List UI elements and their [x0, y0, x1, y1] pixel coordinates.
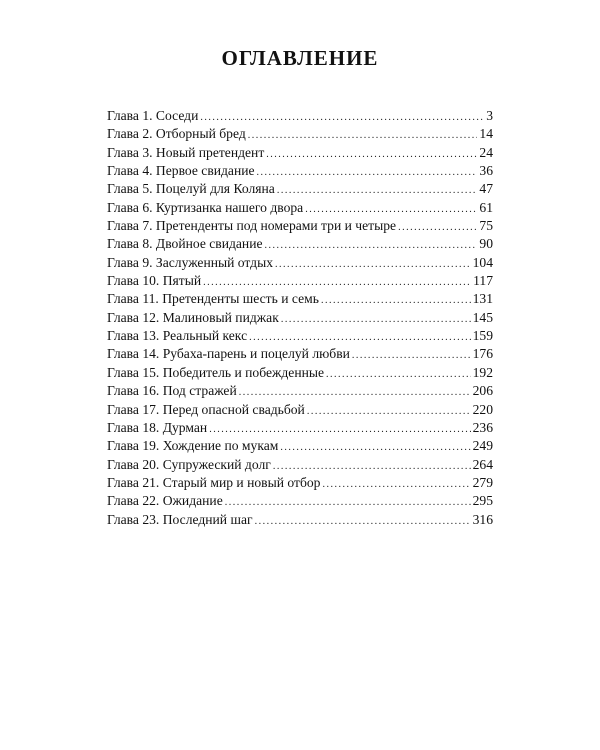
- dot-leader: [257, 164, 478, 182]
- dot-leader: [352, 347, 471, 365]
- toc-entry-title: Глава 8. Двойное свидание: [107, 236, 263, 252]
- toc-entry-title: Глава 15. Победитель и побежденные: [107, 364, 325, 380]
- toc-entry-title: Глава 5. Поцелуй для Коляна: [107, 181, 275, 197]
- toc-entry-title: Глава 4. Первое свидание: [107, 163, 255, 179]
- toc-entry: [107, 107, 493, 125]
- toc-entry-title: Глава 14. Рубаха-парень и поцелуй любви: [107, 346, 350, 362]
- toc-entry-title: Глава 23. Последний шаг: [107, 511, 253, 527]
- toc-entry: [107, 272, 493, 290]
- toc-page-number: 90: [479, 236, 493, 252]
- toc-entry: [107, 199, 493, 217]
- toc-page-number: 47: [479, 181, 493, 197]
- toc-page-number: 117: [473, 273, 493, 289]
- dot-leader: [280, 439, 470, 457]
- toc-page-number: 316: [472, 511, 493, 527]
- toc-entry: [107, 290, 493, 308]
- toc-page-number: 3: [486, 108, 493, 123]
- toc-entry: [107, 235, 493, 253]
- toc-entry: [107, 492, 493, 510]
- dot-leader: [326, 366, 471, 384]
- toc-entry-title: Глава 21. Старый мир и новый отбор: [107, 474, 321, 490]
- dot-leader: [277, 182, 478, 200]
- toc-entry: [107, 401, 493, 419]
- toc-entry-title: Глава 19. Хождение по мукам: [107, 438, 279, 454]
- toc-entry: [107, 474, 493, 492]
- dot-leader: [225, 494, 471, 512]
- toc-entry: [107, 419, 493, 437]
- dot-leader: [275, 256, 471, 274]
- toc-entry: [107, 327, 493, 345]
- toc-page-number: 220: [472, 401, 493, 417]
- toc-entry: [107, 364, 493, 382]
- toc-page-number: 75: [479, 218, 493, 234]
- table-of-contents: [107, 107, 493, 529]
- toc-page-number: 159: [472, 328, 493, 344]
- toc-entry-title: Глава 7. Претенденты под номерами три и четыре: [107, 218, 397, 234]
- toc-entry-title: Глава 6. Куртизанка нашего двора: [107, 199, 304, 215]
- toc-entry-title: Глава 18. Дурман: [107, 419, 208, 435]
- toc-page-number: 236: [472, 419, 493, 435]
- toc-page-number: 145: [472, 309, 493, 325]
- toc-entry: [107, 456, 493, 474]
- toc-page-number: 295: [472, 493, 493, 509]
- toc-page-number: 176: [472, 346, 493, 362]
- toc-entry-title: Глава 22. Ожидание: [107, 493, 223, 509]
- dot-leader: [398, 219, 477, 237]
- dot-leader: [255, 513, 471, 531]
- toc-entry-title: Глава 20. Супружеский долг: [107, 456, 271, 472]
- toc-entry-title: Глава 9. Заслуженный отдых: [107, 254, 274, 270]
- toc-entry-title: Глава 17. Перед опасной свадьбой: [107, 401, 305, 417]
- toc-entry: [107, 125, 493, 143]
- toc-page-number: 14: [479, 126, 493, 142]
- toc-page-number: 24: [479, 144, 493, 160]
- toc-entry-title: Глава 1. Соседи: [107, 108, 199, 123]
- toc-entry: [107, 345, 493, 363]
- toc-entry: [107, 254, 493, 272]
- toc-page-number: 279: [472, 474, 493, 490]
- dot-leader: [248, 127, 478, 145]
- toc-page-number: 104: [472, 254, 493, 270]
- toc-entry-title: Глава 11. Претенденты шесть и семь: [107, 291, 319, 307]
- toc-entry-title: Глава 2. Отборный бред: [107, 126, 246, 142]
- toc-entry: [107, 437, 493, 455]
- toc-entry: [107, 162, 493, 180]
- toc-page-number: 249: [472, 438, 493, 454]
- toc-entry: [107, 144, 493, 162]
- toc-page-number: 264: [472, 456, 493, 472]
- toc-entry-title: Глава 3. Новый претендент: [107, 144, 265, 160]
- toc-entry: [107, 382, 493, 400]
- toc-entry: [107, 309, 493, 327]
- toc-page-number: 61: [479, 199, 493, 215]
- toc-entry-title: Глава 12. Малиновый пиджак: [107, 309, 279, 325]
- toc-entry-title: Глава 13. Реальный кекс: [107, 328, 248, 344]
- dot-leader: [307, 403, 471, 421]
- page-title: ОГЛАВЛЕНИЕ: [221, 46, 379, 70]
- toc-page-number: 192: [472, 364, 493, 380]
- toc-entry-title: Глава 10. Пятый: [107, 273, 202, 289]
- toc-page-number: 206: [472, 383, 493, 399]
- dot-leader: [281, 311, 471, 329]
- toc-entry: [107, 217, 493, 235]
- toc-entry: [107, 180, 493, 198]
- dot-leader: [321, 292, 471, 310]
- toc-entry: [107, 511, 493, 529]
- toc-entry-title: Глава 16. Под стражей: [107, 383, 237, 399]
- dot-leader: [266, 146, 477, 164]
- toc-page-number: 131: [472, 291, 493, 307]
- dot-leader: [322, 476, 470, 494]
- dot-leader: [265, 237, 478, 255]
- toc-page-number: 36: [479, 163, 493, 179]
